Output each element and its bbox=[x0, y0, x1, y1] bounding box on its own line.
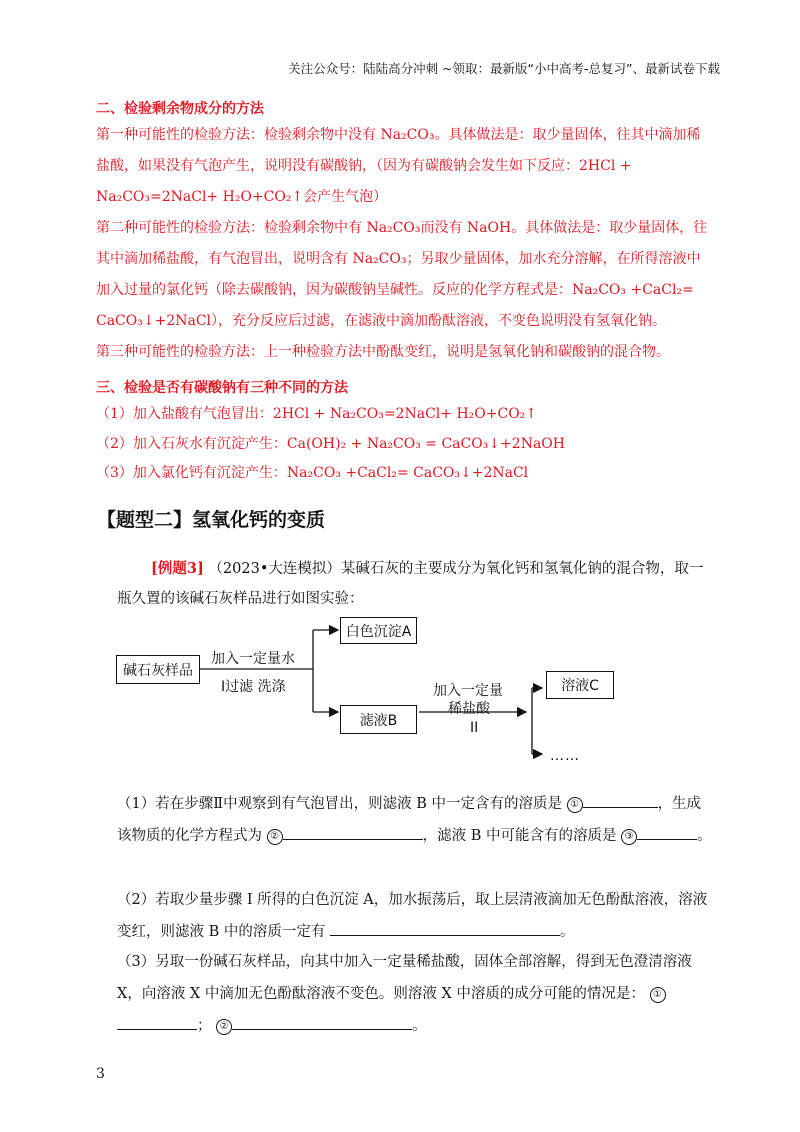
solution-c-box: 溶液C bbox=[546, 671, 614, 699]
q1-text-a: （1）若在步骤Ⅱ中观察到有气泡冒出，则滤液 B 中一定含有的溶质是 bbox=[117, 796, 562, 812]
page-header: 关注公众号：陆陆高分冲刺 ~领取：最新版“小中高考-总复习”、最新试卷下载 bbox=[288, 61, 720, 76]
etc-label: …… bbox=[550, 748, 580, 764]
answer-mark-3: ③ bbox=[621, 829, 637, 845]
question-2 bbox=[117, 884, 715, 948]
answer-mark-1: ① bbox=[567, 797, 583, 813]
q3-text-a: （3）另取一份碱石灰样品，向其中加入一定量稀盐酸，固体全部溶解，得到无色澄清溶液 X，向溶液 X 中滴加无色酚酞溶液不变色。则溶液 X 中溶质的成分可能的情况是： bbox=[117, 954, 692, 1002]
answer-mark-2: ② bbox=[267, 829, 283, 845]
step-1-top-label: 加入一定量水 bbox=[211, 651, 295, 667]
question-1 bbox=[117, 788, 715, 852]
answer-blank-2[interactable] bbox=[283, 823, 423, 840]
step-1-bottom-label: I过滤 洗涤 bbox=[221, 679, 286, 695]
step-2-mid-label: 稀盐酸 bbox=[448, 701, 490, 717]
q2-text-a: （2）若取少量步骤 I 所得的白色沉淀 A，加水振荡后，取上层清液滴加无色酚酞溶液，溶液变红，则滤液 B 中的溶质一定有 bbox=[117, 892, 708, 940]
q1-text-b: ，生成该物质的化学方程式为 bbox=[117, 796, 702, 844]
example-tag: [例题3] bbox=[151, 560, 204, 577]
precipitate-a-box: 白色沉淀A bbox=[340, 617, 417, 644]
answer-blank-3[interactable] bbox=[637, 823, 697, 840]
filtrate-b-box: 滤液B bbox=[340, 705, 417, 734]
example-text: （2023•大连模拟）某碱石灰的主要成分为氧化钙和氢氧化钠的混合物，取一瓶久置的该碱石灰样品进行如图实验： bbox=[117, 561, 704, 607]
method-1-paragraph: 第一种可能性的检验方法：检验剩余物中没有 Na₂CO₃。具体做法是：取少量固体，往其中滴加稀盐酸，如果没有气泡产生，说明没有碳酸钠，（因为有碳酸钠会发生如下反应：2HCl + Na₂CO₃=2NaCl+ H₂O+CO₂↑会产生气泡） bbox=[96, 127, 701, 205]
sample-box: 碱石灰样品 bbox=[116, 655, 200, 684]
section-2-body bbox=[96, 120, 708, 368]
q2-text-b: 。 bbox=[559, 924, 575, 940]
q3-text-b: ； bbox=[197, 1018, 212, 1034]
section-3-title: 三、检验是否有碳酸钠有三种不同的方法 bbox=[96, 380, 348, 396]
method-item-1: （1）加入盐酸有气泡冒出：2HCl + Na₂CO₃=2NaCl+ H₂O+CO₂↑ bbox=[96, 406, 538, 422]
question-3 bbox=[117, 946, 715, 1042]
example-intro bbox=[117, 554, 712, 614]
answer-blank-6[interactable] bbox=[232, 1013, 412, 1030]
answer-mark-q3-1: ① bbox=[650, 987, 666, 1003]
question-type-title: 【题型二】氢氧化钙的变质 bbox=[97, 509, 326, 531]
q1-text-c: ，滤液 B 中可能含有的溶质是 bbox=[422, 828, 617, 844]
page-number: 3 bbox=[96, 1066, 105, 1082]
step-2-bottom-label: II bbox=[470, 720, 479, 736]
step-2-top-label: 加入一定量 bbox=[433, 683, 503, 699]
method-3-paragraph: 第三种可能性的检验方法：上一种检验方法中酚酞变红，说明是氢氧化钠和碳酸钠的混合物。 bbox=[96, 344, 670, 360]
answer-blank-4[interactable] bbox=[330, 919, 560, 936]
method-2-paragraph: 第二种可能性的检验方法：检验剩余物中有 Na₂CO₃而没有 NaOH。具体做法是：取少量固体，往其中滴加稀盐酸，有气泡冒出，说明含有 Na₂CO₃；另取少量固体，加水充分溶解，在所得溶液中加入过量的氯化钙（除去碳酸钠，因为碳酸钠呈碱性。反应的化学方程式是：Na₂CO₃ +CaCl₂= CaCO₃↓+2NaCl），充分反应后过滤，在滤液中滴加酚酞溶液，不变色说明没有氢氧化钠。 bbox=[96, 220, 708, 329]
answer-blank-5[interactable] bbox=[117, 1013, 197, 1030]
method-item-2: （2）加入石灰水有沉淀产生：Ca(OH)₂ + Na₂CO₃ = CaCO₃↓+2NaOH bbox=[96, 436, 565, 452]
method-item-3: （3）加入氯化钙有沉淀产生：Na₂CO₃ +CaCl₂= CaCO₃↓+2NaCl bbox=[96, 465, 529, 481]
q1-text-d: 。 bbox=[697, 828, 712, 844]
answer-blank-1[interactable] bbox=[583, 791, 658, 808]
section-2-title: 二、检验剩余物成分的方法 bbox=[96, 101, 264, 117]
q3-text-c: 。 bbox=[412, 1018, 427, 1034]
answer-mark-q3-2: ② bbox=[216, 1019, 232, 1035]
